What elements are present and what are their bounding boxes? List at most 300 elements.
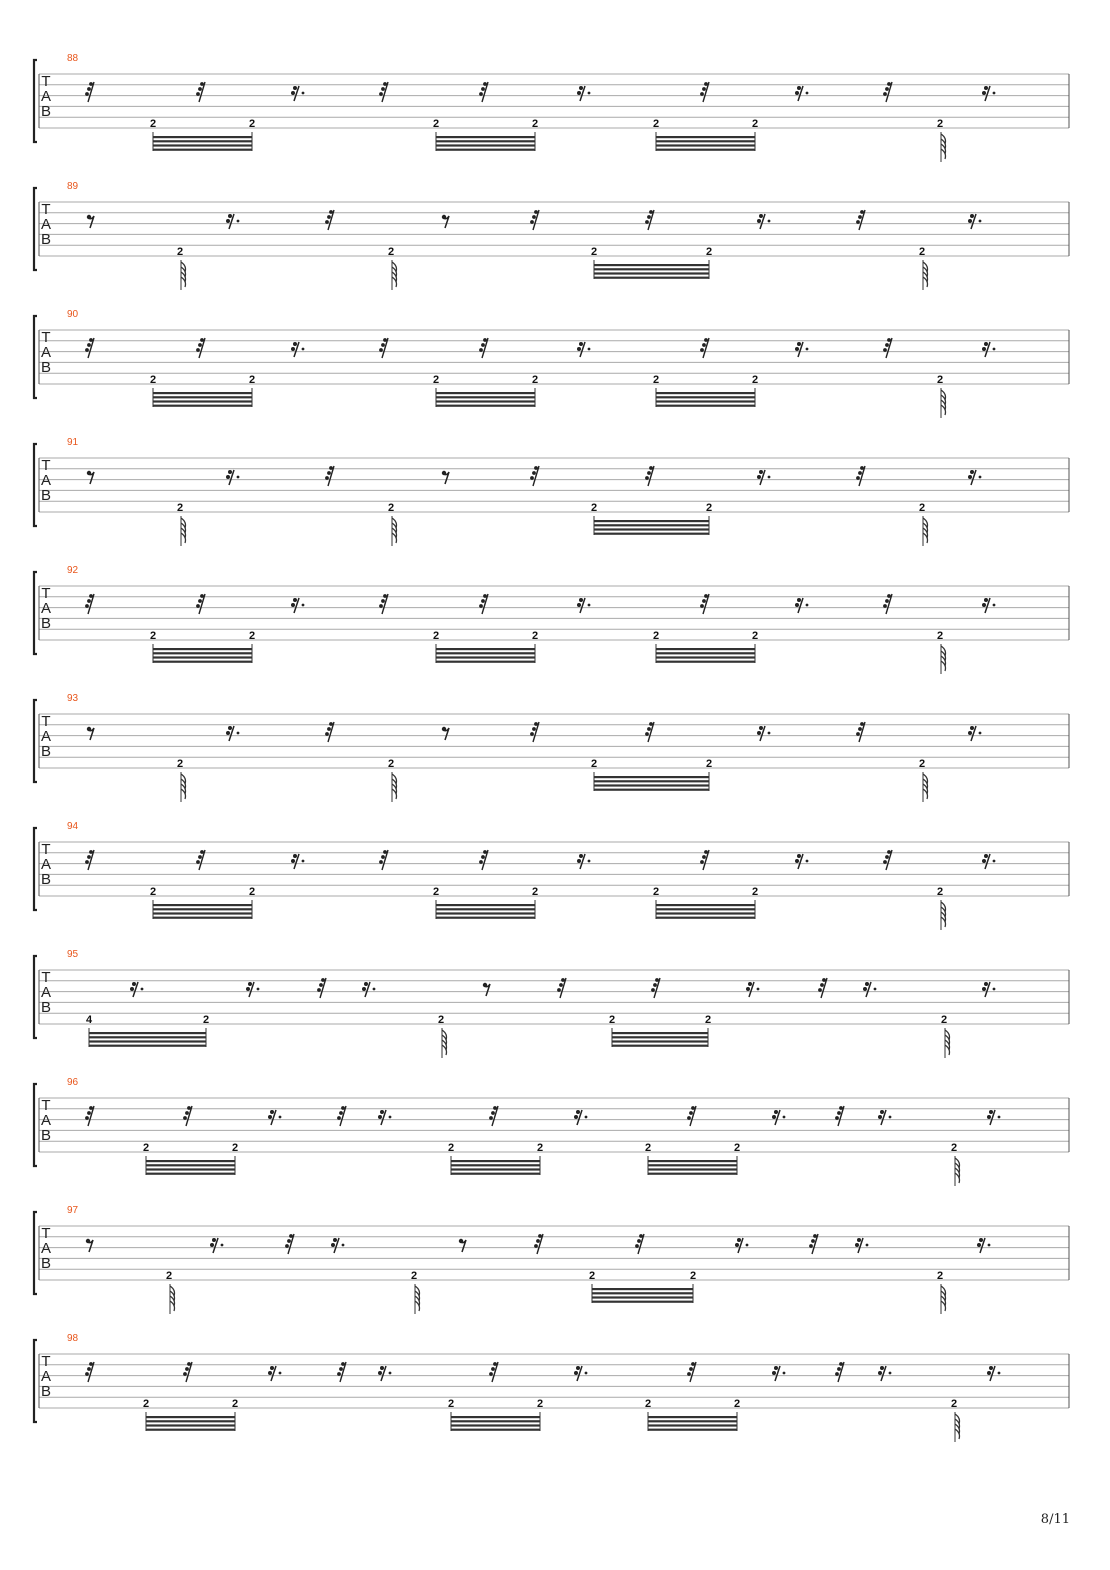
beam: [592, 1301, 693, 1303]
fret-number: 2: [751, 118, 759, 130]
beam: [153, 652, 252, 654]
tab-note: [591, 758, 597, 770]
beam: [612, 1040, 708, 1042]
measure-number: 88: [67, 53, 79, 64]
rest-r16d: [772, 1110, 785, 1125]
fret-number: 2: [410, 1270, 418, 1282]
tab-clef-b: B: [40, 743, 52, 760]
beam: [612, 1032, 708, 1034]
rest-r8: [86, 1239, 93, 1252]
rest-r16d: [362, 982, 375, 997]
system-bracket: [34, 700, 37, 782]
beam-group: [153, 132, 252, 151]
beam-group: [89, 1028, 206, 1047]
fret-number: 2: [248, 630, 256, 642]
measure-number: 89: [67, 181, 79, 192]
beam: [656, 904, 755, 906]
beam: [451, 1416, 540, 1418]
beam: [612, 1036, 708, 1038]
tab-clef-a: A: [40, 472, 52, 489]
beam: [436, 392, 535, 394]
beam: [436, 908, 535, 910]
fret-number: 2: [608, 1014, 616, 1026]
beam: [592, 1292, 693, 1294]
tab-note: [752, 630, 758, 642]
rest-r16d: [855, 1238, 868, 1253]
fret-number: 2: [149, 630, 157, 642]
rest-r16d: [577, 598, 590, 613]
beam-group: [594, 516, 709, 535]
rest-r16d: [378, 1110, 391, 1125]
tab-note: [706, 758, 712, 770]
beam: [594, 533, 709, 535]
beam-group: [648, 1156, 737, 1175]
fret-number: 2: [531, 374, 539, 386]
tab-note: [645, 1398, 651, 1410]
tab-note: [653, 630, 659, 642]
rest-r16d: [577, 342, 590, 357]
fret-number: 2: [531, 118, 539, 130]
beam: [648, 1424, 737, 1426]
beam: [153, 144, 252, 146]
fret-number: 2: [432, 886, 440, 898]
fret-number: 2: [644, 1398, 652, 1410]
measure-number: 93: [67, 693, 79, 704]
measure-number: 97: [67, 1205, 79, 1216]
fret-number: 2: [536, 1142, 544, 1154]
tab-system: [34, 565, 1069, 674]
tab-note: [951, 1398, 960, 1442]
tab-note: [919, 246, 928, 290]
tab-note: [937, 630, 946, 674]
fret-number: 2: [149, 374, 157, 386]
beam-group: [153, 900, 252, 919]
tab-clef-a: A: [40, 984, 52, 1001]
beam: [594, 780, 709, 782]
rest-r16d: [735, 1238, 748, 1253]
beam: [436, 652, 535, 654]
tab-system: [34, 181, 1069, 290]
beam-group: [594, 772, 709, 791]
rest-r16d: [982, 598, 995, 613]
fret-number: 4: [85, 1014, 93, 1026]
tab-note: [433, 630, 439, 642]
beam-group: [594, 260, 709, 279]
beam: [656, 648, 755, 650]
tab-note: [143, 1398, 149, 1410]
fret-number: 2: [536, 1398, 544, 1410]
tab-note: [937, 374, 946, 418]
tab-note: [645, 1142, 651, 1154]
tab-note: [232, 1142, 238, 1154]
tab-clef-t: T: [41, 1353, 51, 1370]
beam: [594, 277, 709, 279]
rest-r16d: [977, 1238, 990, 1253]
tab-clef-b: B: [40, 1383, 52, 1400]
tab-system: [34, 309, 1069, 418]
rest-r16d: [130, 982, 143, 997]
beam-group: [656, 644, 755, 663]
beam: [436, 648, 535, 650]
beam: [594, 264, 709, 266]
beam: [648, 1173, 737, 1175]
beam: [153, 140, 252, 142]
rest-r8: [483, 983, 490, 996]
rest-r16d: [795, 598, 808, 613]
fret-number: 2: [437, 1014, 445, 1026]
tab-note: [203, 1014, 209, 1026]
tab-note: [150, 118, 156, 130]
tab-note: [448, 1142, 454, 1154]
system-bracket: [34, 444, 37, 526]
tab-clef-b: B: [40, 615, 52, 632]
beam: [153, 661, 252, 663]
rest-r16d: [757, 470, 770, 485]
rest-r16d: [291, 598, 304, 613]
fret-number: 2: [936, 630, 944, 642]
fret-number: 2: [936, 374, 944, 386]
beam: [153, 656, 252, 658]
beam: [656, 392, 755, 394]
beam: [656, 917, 755, 919]
tab-note: [166, 1270, 175, 1314]
rest-r16d: [968, 470, 981, 485]
tab-clef-a: A: [40, 1112, 52, 1129]
tab-clef-t: T: [41, 73, 51, 90]
beam: [656, 140, 755, 142]
beam: [451, 1173, 540, 1175]
rest-r16d: [982, 854, 995, 869]
rest-r16d: [878, 1366, 891, 1381]
tab-system: [34, 53, 1069, 162]
beam: [656, 908, 755, 910]
tab-note: [532, 630, 538, 642]
fret-number: 2: [432, 118, 440, 130]
tab-note: [411, 1270, 420, 1314]
tab-note: [86, 1014, 93, 1026]
tab-clef-t: T: [41, 585, 51, 602]
rest-r16d: [795, 86, 808, 101]
system-bracket: [34, 828, 37, 910]
fret-number: 2: [149, 886, 157, 898]
tab-note: [591, 502, 597, 514]
beam: [436, 661, 535, 663]
tab-note: [951, 1142, 960, 1186]
tab-note: [653, 374, 659, 386]
tab-clef-a: A: [40, 1240, 52, 1257]
rest-r16d: [746, 982, 759, 997]
beam-group: [436, 644, 535, 663]
beam: [153, 912, 252, 914]
tab-note: [937, 886, 946, 930]
fret-number: 2: [751, 630, 759, 642]
beam: [146, 1429, 235, 1431]
rest-r16d: [268, 1366, 281, 1381]
beam: [594, 272, 709, 274]
tab-note: [752, 374, 758, 386]
tab-note: [433, 374, 439, 386]
tab-system: [34, 821, 1069, 930]
rest-r16d: [226, 470, 239, 485]
rest-r16d: [378, 1366, 391, 1381]
tab-note: [919, 502, 928, 546]
beam: [648, 1420, 737, 1422]
system-bracket: [34, 1084, 37, 1166]
tab-clef-t: T: [41, 841, 51, 858]
fret-number: 2: [652, 118, 660, 130]
tab-note: [438, 1014, 447, 1058]
fret-number: 2: [652, 374, 660, 386]
fret-number: 2: [588, 1270, 596, 1282]
tab-note: [532, 886, 538, 898]
system-bracket: [34, 188, 37, 270]
beam: [89, 1040, 206, 1042]
beam: [594, 528, 709, 530]
fret-number: 2: [149, 118, 157, 130]
rest-r16d: [291, 342, 304, 357]
rest-r16d: [226, 726, 239, 741]
beam: [594, 784, 709, 786]
fret-number: 2: [644, 1142, 652, 1154]
rest-r8: [459, 1239, 466, 1252]
tab-clef-b: B: [40, 1255, 52, 1272]
rest-r16d: [574, 1110, 587, 1125]
tab-note: [143, 1142, 149, 1154]
beam: [436, 656, 535, 658]
beam: [436, 140, 535, 142]
tab-note: [589, 1270, 595, 1282]
tab-note: [388, 246, 397, 290]
rest-r8: [87, 727, 94, 740]
tab-note: [537, 1142, 543, 1154]
fret-number: 2: [689, 1270, 697, 1282]
rest-r16d: [757, 726, 770, 741]
tab-clef-a: A: [40, 1368, 52, 1385]
beam: [451, 1424, 540, 1426]
rest-r16d: [987, 1110, 1000, 1125]
fret-number: 2: [950, 1398, 958, 1410]
fret-number: 2: [705, 246, 713, 258]
fret-number: 2: [248, 118, 256, 130]
tab-note: [532, 118, 538, 130]
tab-clef-b: B: [40, 871, 52, 888]
beam-group: [451, 1156, 540, 1175]
measure-number: 90: [67, 309, 79, 320]
fret-number: 2: [918, 758, 926, 770]
beam: [436, 405, 535, 407]
tab-note: [690, 1270, 696, 1282]
beam-group: [648, 1412, 737, 1431]
tab-note: [537, 1398, 543, 1410]
beam: [153, 405, 252, 407]
tab-note: [433, 886, 439, 898]
fret-number: 2: [142, 1142, 150, 1154]
beam: [436, 149, 535, 151]
fret-number: 2: [590, 502, 598, 514]
rest-r16d: [226, 214, 239, 229]
tab-clef-t: T: [41, 329, 51, 346]
rest-r16d: [795, 854, 808, 869]
tab-note: [249, 886, 255, 898]
beam: [89, 1032, 206, 1034]
tab-note: [150, 630, 156, 642]
rest-r8: [442, 727, 449, 740]
rest-r16d: [968, 726, 981, 741]
beam: [153, 149, 252, 151]
tab-clef-t: T: [41, 969, 51, 986]
measure-number: 98: [67, 1333, 79, 1344]
beam: [436, 912, 535, 914]
rest-r16d: [757, 214, 770, 229]
system-bracket: [34, 1340, 37, 1422]
fret-number: 2: [531, 886, 539, 898]
beam: [594, 524, 709, 526]
beam-group: [153, 644, 252, 663]
beam: [656, 136, 755, 138]
beam-group: [436, 900, 535, 919]
beam: [436, 136, 535, 138]
tab-clef-a: A: [40, 600, 52, 617]
beam: [451, 1160, 540, 1162]
rest-r16d: [574, 1366, 587, 1381]
beam-group: [592, 1284, 693, 1303]
beam: [594, 520, 709, 522]
tab-note: [705, 1014, 711, 1026]
measure-number: 95: [67, 949, 79, 960]
beam: [648, 1164, 737, 1166]
beam-group: [656, 900, 755, 919]
beam: [451, 1164, 540, 1166]
beam: [146, 1416, 235, 1418]
tab-note: [937, 118, 946, 162]
beam: [656, 144, 755, 146]
beam: [146, 1420, 235, 1422]
fret-number: 2: [202, 1014, 210, 1026]
beam: [153, 908, 252, 910]
tab-clef-a: A: [40, 856, 52, 873]
beam: [594, 268, 709, 270]
rest-r16d: [331, 1238, 344, 1253]
fret-number: 2: [531, 630, 539, 642]
tab-note: [388, 758, 397, 802]
fret-number: 2: [950, 1142, 958, 1154]
tab-note: [249, 118, 255, 130]
fret-number: 2: [248, 886, 256, 898]
tab-note: [653, 118, 659, 130]
beam: [436, 396, 535, 398]
beam: [146, 1164, 235, 1166]
beam: [656, 652, 755, 654]
rest-r16d: [246, 982, 259, 997]
beam-group: [612, 1028, 708, 1047]
tab-system: [34, 693, 1069, 802]
fret-number: 2: [387, 246, 395, 258]
tab-clef-t: T: [41, 1097, 51, 1114]
fret-number: 2: [142, 1398, 150, 1410]
fret-number: 2: [652, 886, 660, 898]
tab-note: [941, 1014, 950, 1058]
beam: [89, 1045, 206, 1047]
fret-number: 2: [733, 1398, 741, 1410]
tab-note: [249, 374, 255, 386]
tab-system: [34, 949, 1069, 1058]
tab-note: [706, 246, 712, 258]
system-bracket: [34, 316, 37, 398]
rest-r16d: [577, 86, 590, 101]
rest-r16d: [982, 342, 995, 357]
beam: [436, 917, 535, 919]
tab-clef-b: B: [40, 999, 52, 1016]
beam-group: [451, 1412, 540, 1431]
rest-r16d: [982, 86, 995, 101]
tab-clef-a: A: [40, 344, 52, 361]
tab-note: [249, 630, 255, 642]
beam: [592, 1288, 693, 1290]
fret-number: 2: [176, 758, 184, 770]
tab-note: [752, 118, 758, 130]
beam: [656, 396, 755, 398]
measure-number: 96: [67, 1077, 79, 1088]
fret-number: 2: [918, 246, 926, 258]
rest-r16d: [210, 1238, 223, 1253]
tab-system: [34, 437, 1069, 546]
measure-number: 92: [67, 565, 79, 576]
tab-note: [232, 1398, 238, 1410]
beam-group: [436, 388, 535, 407]
beam: [592, 1296, 693, 1298]
tab-note: [177, 502, 186, 546]
beam: [153, 648, 252, 650]
fret-number: 2: [387, 502, 395, 514]
tab-clef-b: B: [40, 359, 52, 376]
beam: [146, 1160, 235, 1162]
beam: [153, 136, 252, 138]
beam-group: [656, 132, 755, 151]
tab-clef-b: B: [40, 1127, 52, 1144]
fret-number: 2: [387, 758, 395, 770]
fret-number: 2: [940, 1014, 948, 1026]
tab-note: [150, 886, 156, 898]
fret-number: 2: [176, 502, 184, 514]
measure-number: 94: [67, 821, 79, 832]
beam: [153, 904, 252, 906]
tab-clef-b: B: [40, 487, 52, 504]
beam: [656, 912, 755, 914]
system-bracket: [34, 572, 37, 654]
rest-r16d: [982, 982, 995, 997]
tab-note: [706, 502, 712, 514]
beam-group: [146, 1412, 235, 1431]
beam: [648, 1160, 737, 1162]
rest-r16d: [268, 1110, 281, 1125]
tab-clef-t: T: [41, 713, 51, 730]
fret-number: 2: [231, 1398, 239, 1410]
beam: [656, 405, 755, 407]
rest-r8: [442, 471, 449, 484]
tab-note: [653, 886, 659, 898]
tab-note: [609, 1014, 615, 1026]
beam: [146, 1173, 235, 1175]
beam: [656, 149, 755, 151]
beam: [146, 1168, 235, 1170]
tab-clef-t: T: [41, 457, 51, 474]
fret-number: 2: [432, 374, 440, 386]
beam: [656, 400, 755, 402]
beam: [153, 400, 252, 402]
tab-note: [591, 246, 597, 258]
measure-number: 91: [67, 437, 79, 448]
rest-r8: [442, 215, 449, 228]
